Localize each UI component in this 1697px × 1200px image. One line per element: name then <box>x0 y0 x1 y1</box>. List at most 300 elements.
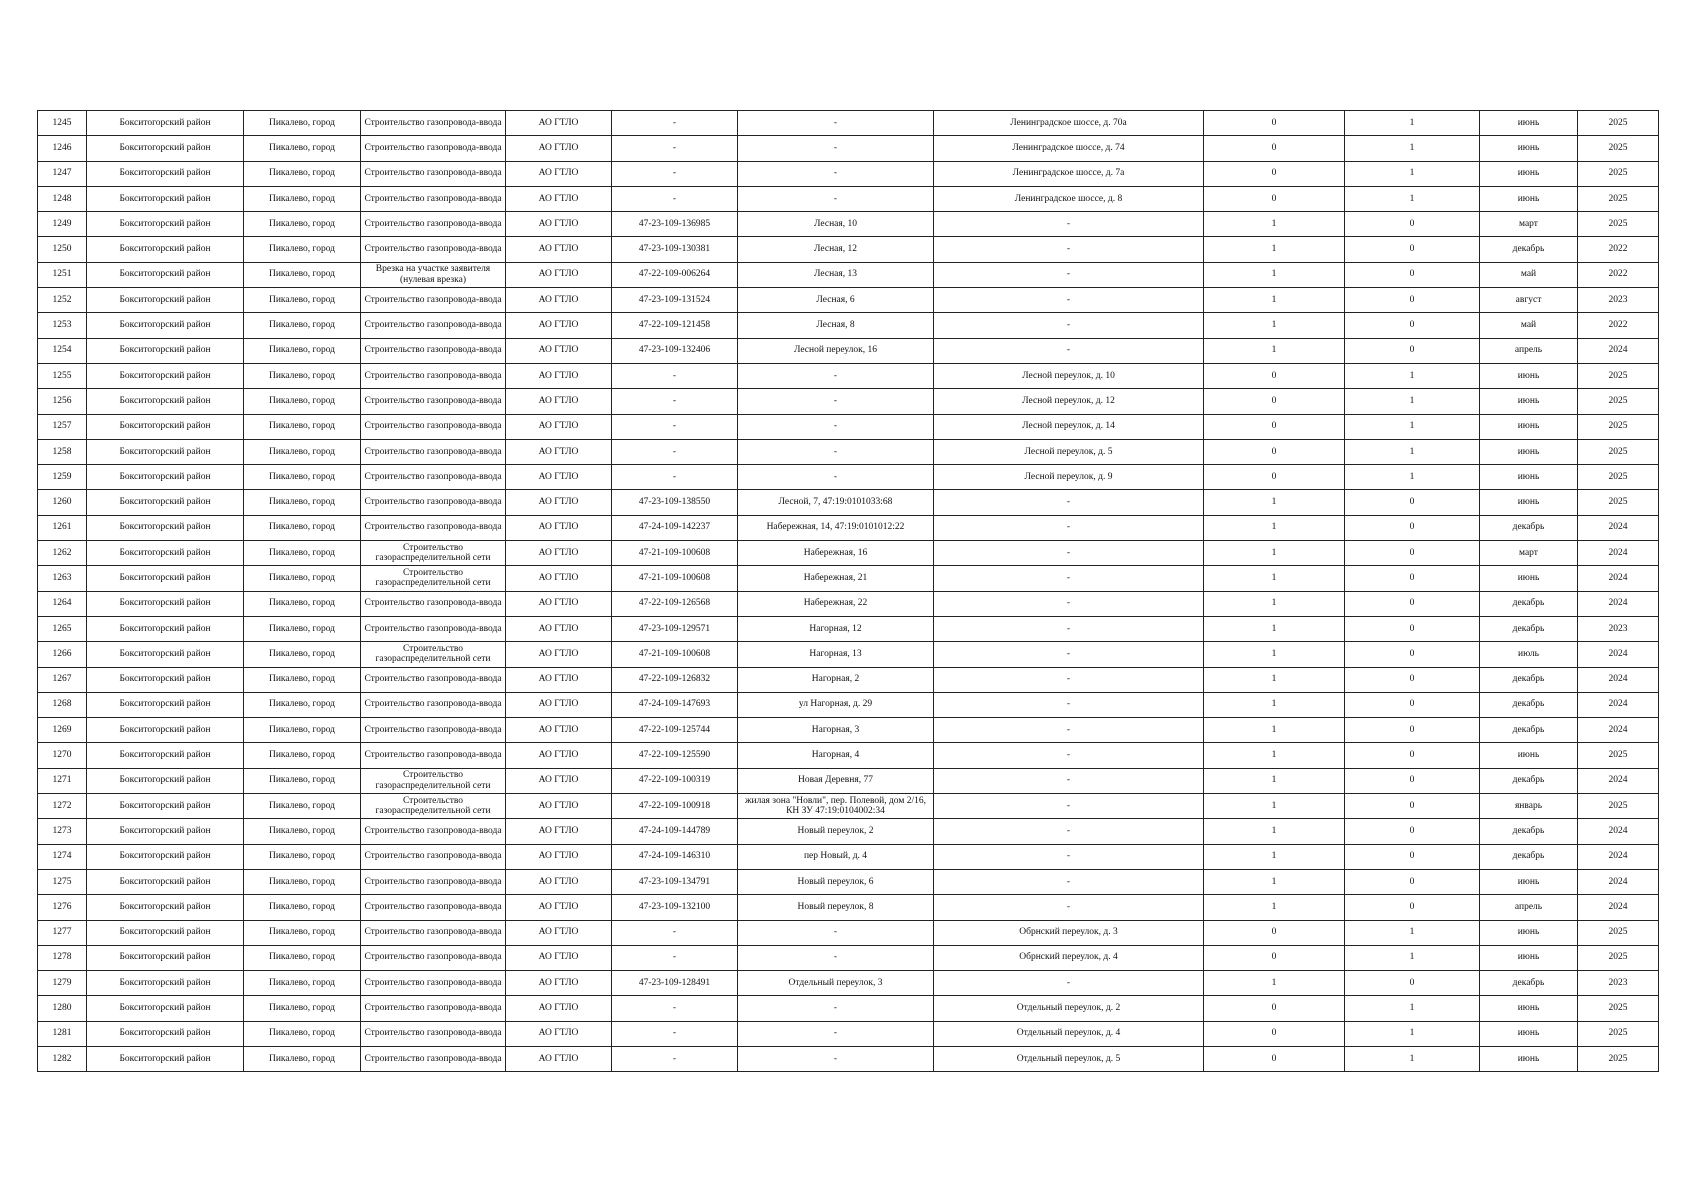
cell-district: Бокситогорский район <box>87 971 244 996</box>
cell-address-planned: - <box>934 541 1204 566</box>
cell-count-a: 0 <box>1204 161 1345 186</box>
cell-address-with-contract: Нагорная, 3 <box>738 718 934 743</box>
cell-district: Бокситогорский район <box>87 616 244 641</box>
table-row <box>38 895 1659 920</box>
table-row <box>38 566 1659 591</box>
cell-count-a: 1 <box>1204 971 1345 996</box>
cell-address-with-contract: Лесная, 13 <box>738 262 934 287</box>
cell-year: 2022 <box>1578 313 1659 338</box>
cell-address-planned: - <box>934 692 1204 717</box>
cell-application-number: 47-22-109-100918 <box>612 794 738 819</box>
cell-settlement: Пикалево, город <box>244 136 361 161</box>
cell-address-with-contract: - <box>738 945 934 970</box>
table-row <box>38 920 1659 945</box>
cell-work-type: Строительство газопровода-ввода <box>361 971 506 996</box>
cell-settlement: Пикалево, город <box>244 541 361 566</box>
cell-application-number: 47-23-109-132100 <box>612 895 738 920</box>
cell-application-number: 47-23-109-132406 <box>612 338 738 363</box>
cell-count-a: 0 <box>1204 186 1345 211</box>
cell-settlement: Пикалево, город <box>244 338 361 363</box>
table-row <box>38 136 1659 161</box>
cell-address-planned: - <box>934 237 1204 262</box>
table-row <box>38 718 1659 743</box>
cell-work-type: Врезка на участке заявителя (нулевая врезка) <box>361 262 506 287</box>
cell-address-planned: - <box>934 515 1204 540</box>
cell-organization: АО ГТЛО <box>506 161 612 186</box>
cell-year: 2025 <box>1578 136 1659 161</box>
cell-organization: АО ГТЛО <box>506 692 612 717</box>
cell-application-number: - <box>612 945 738 970</box>
cell-organization: АО ГТЛО <box>506 262 612 287</box>
cell-address-planned: - <box>934 844 1204 869</box>
cell-organization: АО ГТЛО <box>506 895 612 920</box>
cell-application-number: 47-24-109-142237 <box>612 515 738 540</box>
cell-address-planned: Лесной переулок, д. 9 <box>934 465 1204 490</box>
cell-month: июнь <box>1480 363 1578 388</box>
cell-settlement: Пикалево, город <box>244 439 361 464</box>
cell-district: Бокситогорский район <box>87 136 244 161</box>
cell-settlement: Пикалево, город <box>244 869 361 894</box>
cell-application-number: 47-23-109-134791 <box>612 869 738 894</box>
cell-organization: АО ГТЛО <box>506 819 612 844</box>
cell-month: декабрь <box>1480 667 1578 692</box>
cell-organization: АО ГТЛО <box>506 288 612 313</box>
cell-settlement: Пикалево, город <box>244 718 361 743</box>
cell-address-with-contract: - <box>738 161 934 186</box>
cell-address-with-contract: - <box>738 920 934 945</box>
cell-district: Бокситогорский район <box>87 465 244 490</box>
cell-district: Бокситогорский район <box>87 237 244 262</box>
cell-settlement: Пикалево, город <box>244 794 361 819</box>
cell-address-planned: - <box>934 490 1204 515</box>
cell-work-type: Строительство газопровода-ввода <box>361 338 506 363</box>
cell-month: декабрь <box>1480 971 1578 996</box>
cell-address-with-contract: Лесной, 7, 47:19:0101033:68 <box>738 490 934 515</box>
cell-address-planned: - <box>934 642 1204 667</box>
cell-row-number: 1277 <box>38 920 87 945</box>
cell-count-a: 1 <box>1204 262 1345 287</box>
table-row <box>38 465 1659 490</box>
cell-settlement: Пикалево, город <box>244 945 361 970</box>
cell-work-type: Строительство газопровода-ввода <box>361 819 506 844</box>
cell-district: Бокситогорский район <box>87 186 244 211</box>
cell-count-a: 1 <box>1204 338 1345 363</box>
cell-count-b: 0 <box>1345 616 1480 641</box>
cell-district: Бокситогорский район <box>87 313 244 338</box>
cell-count-a: 1 <box>1204 288 1345 313</box>
cell-row-number: 1256 <box>38 389 87 414</box>
cell-settlement: Пикалево, город <box>244 389 361 414</box>
cell-organization: АО ГТЛО <box>506 667 612 692</box>
cell-address-with-contract: - <box>738 363 934 388</box>
cell-count-b: 1 <box>1345 920 1480 945</box>
cell-application-number: 47-21-109-100608 <box>612 642 738 667</box>
cell-address-planned: - <box>934 288 1204 313</box>
cell-count-a: 1 <box>1204 566 1345 591</box>
cell-count-b: 0 <box>1345 794 1480 819</box>
cell-month: июнь <box>1480 869 1578 894</box>
cell-address-with-contract: Новый переулок, 6 <box>738 869 934 894</box>
cell-year: 2025 <box>1578 945 1659 970</box>
cell-organization: АО ГТЛО <box>506 1021 612 1046</box>
cell-district: Бокситогорский район <box>87 819 244 844</box>
cell-month: июнь <box>1480 389 1578 414</box>
cell-count-a: 1 <box>1204 743 1345 768</box>
cell-settlement: Пикалево, город <box>244 1046 361 1071</box>
cell-application-number: - <box>612 1046 738 1071</box>
cell-row-number: 1247 <box>38 161 87 186</box>
cell-work-type: Строительство газопровода-ввода <box>361 212 506 237</box>
cell-month: декабрь <box>1480 515 1578 540</box>
cell-address-planned: Лесной переулок, д. 12 <box>934 389 1204 414</box>
cell-district: Бокситогорский район <box>87 490 244 515</box>
cell-organization: АО ГТЛО <box>506 414 612 439</box>
cell-year: 2025 <box>1578 389 1659 414</box>
cell-row-number: 1273 <box>38 819 87 844</box>
cell-count-b: 1 <box>1345 1046 1480 1071</box>
cell-organization: АО ГТЛО <box>506 186 612 211</box>
cell-district: Бокситогорский район <box>87 262 244 287</box>
cell-count-a: 1 <box>1204 212 1345 237</box>
cell-count-b: 0 <box>1345 895 1480 920</box>
cell-row-number: 1272 <box>38 794 87 819</box>
cell-month: июнь <box>1480 1046 1578 1071</box>
cell-count-a: 0 <box>1204 920 1345 945</box>
table-row <box>38 262 1659 287</box>
cell-work-type: Строительство газопровода-ввода <box>361 591 506 616</box>
cell-district: Бокситогорский район <box>87 111 244 136</box>
cell-work-type: Строительство газопровода-ввода <box>361 288 506 313</box>
cell-address-planned: - <box>934 869 1204 894</box>
cell-address-with-contract: Набережная, 22 <box>738 591 934 616</box>
cell-organization: АО ГТЛО <box>506 616 612 641</box>
cell-district: Бокситогорский район <box>87 895 244 920</box>
cell-address-with-contract: Лесная, 6 <box>738 288 934 313</box>
cell-application-number: 47-21-109-100608 <box>612 541 738 566</box>
cell-settlement: Пикалево, город <box>244 591 361 616</box>
cell-row-number: 1269 <box>38 718 87 743</box>
cell-count-a: 1 <box>1204 794 1345 819</box>
cell-settlement: Пикалево, город <box>244 465 361 490</box>
cell-application-number: 47-23-109-129571 <box>612 616 738 641</box>
cell-application-number: 47-21-109-100608 <box>612 566 738 591</box>
table-row <box>38 161 1659 186</box>
cell-address-planned: Отдельный переулок, д. 4 <box>934 1021 1204 1046</box>
cell-organization: АО ГТЛО <box>506 541 612 566</box>
cell-address-planned: - <box>934 895 1204 920</box>
cell-district: Бокситогорский район <box>87 591 244 616</box>
table-row <box>38 490 1659 515</box>
cell-work-type: Строительство газопровода-ввода <box>361 465 506 490</box>
table-row <box>38 414 1659 439</box>
cell-application-number: - <box>612 363 738 388</box>
cell-organization: АО ГТЛО <box>506 237 612 262</box>
table-row <box>38 667 1659 692</box>
cell-application-number: 47-24-109-146310 <box>612 844 738 869</box>
cell-count-a: 0 <box>1204 945 1345 970</box>
cell-row-number: 1275 <box>38 869 87 894</box>
cell-district: Бокситогорский район <box>87 692 244 717</box>
cell-settlement: Пикалево, город <box>244 515 361 540</box>
cell-count-a: 0 <box>1204 414 1345 439</box>
cell-district: Бокситогорский район <box>87 642 244 667</box>
cell-organization: АО ГТЛО <box>506 768 612 793</box>
cell-work-type: Строительство газопровода-ввода <box>361 692 506 717</box>
cell-count-b: 1 <box>1345 439 1480 464</box>
cell-count-b: 1 <box>1345 136 1480 161</box>
cell-count-b: 0 <box>1345 338 1480 363</box>
cell-month: август <box>1480 288 1578 313</box>
cell-application-number: 47-24-109-144789 <box>612 819 738 844</box>
cell-count-b: 1 <box>1345 161 1480 186</box>
cell-count-b: 1 <box>1345 996 1480 1021</box>
cell-district: Бокситогорский район <box>87 212 244 237</box>
cell-year: 2024 <box>1578 819 1659 844</box>
cell-year: 2024 <box>1578 718 1659 743</box>
cell-work-type: Строительство газопровода-ввода <box>361 515 506 540</box>
cell-month: март <box>1480 212 1578 237</box>
cell-count-b: 1 <box>1345 1021 1480 1046</box>
cell-organization: АО ГТЛО <box>506 642 612 667</box>
cell-count-b: 0 <box>1345 541 1480 566</box>
table-row <box>38 111 1659 136</box>
cell-address-planned: - <box>934 819 1204 844</box>
cell-organization: АО ГТЛО <box>506 313 612 338</box>
cell-count-b: 0 <box>1345 844 1480 869</box>
cell-row-number: 1270 <box>38 743 87 768</box>
cell-count-a: 1 <box>1204 642 1345 667</box>
cell-year: 2025 <box>1578 794 1659 819</box>
cell-month: июнь <box>1480 111 1578 136</box>
table-row <box>38 616 1659 641</box>
cell-count-a: 0 <box>1204 439 1345 464</box>
table-row <box>38 591 1659 616</box>
cell-organization: АО ГТЛО <box>506 591 612 616</box>
cell-settlement: Пикалево, город <box>244 313 361 338</box>
cell-application-number: - <box>612 111 738 136</box>
cell-month: декабрь <box>1480 237 1578 262</box>
cell-address-with-contract: - <box>738 439 934 464</box>
cell-month: декабрь <box>1480 692 1578 717</box>
cell-application-number: 47-23-109-128491 <box>612 971 738 996</box>
cell-count-b: 1 <box>1345 465 1480 490</box>
cell-count-a: 1 <box>1204 869 1345 894</box>
cell-application-number: 47-24-109-147693 <box>612 692 738 717</box>
cell-district: Бокситогорский район <box>87 794 244 819</box>
cell-district: Бокситогорский район <box>87 1046 244 1071</box>
cell-settlement: Пикалево, город <box>244 642 361 667</box>
cell-year: 2025 <box>1578 490 1659 515</box>
cell-organization: АО ГТЛО <box>506 869 612 894</box>
cell-year: 2025 <box>1578 212 1659 237</box>
cell-month: июнь <box>1480 465 1578 490</box>
cell-address-with-contract: - <box>738 996 934 1021</box>
cell-address-planned: - <box>934 262 1204 287</box>
cell-work-type: Строительство газопровода-ввода <box>361 414 506 439</box>
cell-count-a: 1 <box>1204 616 1345 641</box>
cell-row-number: 1253 <box>38 313 87 338</box>
cell-work-type: Строительство газопровода-ввода <box>361 920 506 945</box>
cell-district: Бокситогорский район <box>87 363 244 388</box>
cell-count-a: 1 <box>1204 515 1345 540</box>
cell-month: июнь <box>1480 414 1578 439</box>
cell-address-planned: Обрнский переулок, д. 3 <box>934 920 1204 945</box>
cell-year: 2025 <box>1578 161 1659 186</box>
cell-row-number: 1250 <box>38 237 87 262</box>
cell-address-planned: Отдельный переулок, д. 2 <box>934 996 1204 1021</box>
cell-year: 2025 <box>1578 439 1659 464</box>
cell-work-type: Строительство газопровода-ввода <box>361 363 506 388</box>
cell-address-planned: - <box>934 718 1204 743</box>
cell-address-planned: - <box>934 768 1204 793</box>
cell-district: Бокситогорский район <box>87 844 244 869</box>
cell-organization: АО ГТЛО <box>506 212 612 237</box>
cell-row-number: 1276 <box>38 895 87 920</box>
cell-application-number: - <box>612 439 738 464</box>
cell-district: Бокситогорский район <box>87 718 244 743</box>
cell-organization: АО ГТЛО <box>506 465 612 490</box>
cell-address-with-contract: Отдельный переулок, 3 <box>738 971 934 996</box>
cell-month: июнь <box>1480 996 1578 1021</box>
cell-count-b: 0 <box>1345 768 1480 793</box>
cell-month: июнь <box>1480 566 1578 591</box>
cell-settlement: Пикалево, город <box>244 262 361 287</box>
cell-settlement: Пикалево, город <box>244 819 361 844</box>
cell-year: 2024 <box>1578 566 1659 591</box>
cell-work-type: Строительство газораспределительной сети <box>361 566 506 591</box>
cell-organization: АО ГТЛО <box>506 945 612 970</box>
cell-count-b: 1 <box>1345 186 1480 211</box>
cell-year: 2025 <box>1578 186 1659 211</box>
table-row <box>38 389 1659 414</box>
cell-district: Бокситогорский район <box>87 389 244 414</box>
cell-row-number: 1257 <box>38 414 87 439</box>
cell-settlement: Пикалево, город <box>244 566 361 591</box>
cell-count-b: 1 <box>1345 389 1480 414</box>
cell-settlement: Пикалево, город <box>244 414 361 439</box>
cell-month: май <box>1480 313 1578 338</box>
cell-count-b: 0 <box>1345 869 1480 894</box>
cell-application-number: 47-22-109-126568 <box>612 591 738 616</box>
cell-address-with-contract: - <box>738 186 934 211</box>
cell-work-type: Строительство газораспределительной сети <box>361 642 506 667</box>
cell-settlement: Пикалево, город <box>244 920 361 945</box>
cell-organization: АО ГТЛО <box>506 1046 612 1071</box>
cell-settlement: Пикалево, город <box>244 616 361 641</box>
cell-work-type: Строительство газопровода-ввода <box>361 161 506 186</box>
cell-row-number: 1259 <box>38 465 87 490</box>
cell-settlement: Пикалево, город <box>244 237 361 262</box>
cell-address-planned: - <box>934 971 1204 996</box>
table-row <box>38 794 1659 819</box>
cell-address-with-contract: Лесная, 8 <box>738 313 934 338</box>
cell-count-a: 0 <box>1204 363 1345 388</box>
cell-application-number: - <box>612 136 738 161</box>
cell-organization: АО ГТЛО <box>506 490 612 515</box>
cell-work-type: Строительство газопровода-ввода <box>361 869 506 894</box>
cell-row-number: 1264 <box>38 591 87 616</box>
cell-count-a: 0 <box>1204 1021 1345 1046</box>
table-row <box>38 971 1659 996</box>
cell-work-type: Строительство газораспределительной сети <box>361 794 506 819</box>
cell-row-number: 1246 <box>38 136 87 161</box>
table-row <box>38 642 1659 667</box>
cell-address-with-contract: Набережная, 16 <box>738 541 934 566</box>
cell-district: Бокситогорский район <box>87 945 244 970</box>
cell-address-with-contract: пер Новый, д. 4 <box>738 844 934 869</box>
cell-count-b: 0 <box>1345 591 1480 616</box>
cell-year: 2025 <box>1578 363 1659 388</box>
cell-month: июнь <box>1480 490 1578 515</box>
cell-month: декабрь <box>1480 819 1578 844</box>
cell-year: 2024 <box>1578 541 1659 566</box>
cell-address-planned: - <box>934 743 1204 768</box>
cell-address-planned: Ленинградское шоссе, д. 7а <box>934 161 1204 186</box>
cell-application-number: 47-22-109-006264 <box>612 262 738 287</box>
cell-address-with-contract: Новый переулок, 8 <box>738 895 934 920</box>
cell-month: декабрь <box>1480 768 1578 793</box>
cell-count-b: 0 <box>1345 692 1480 717</box>
table-row <box>38 1046 1659 1071</box>
cell-work-type: Строительство газопровода-ввода <box>361 389 506 414</box>
cell-count-b: 0 <box>1345 819 1480 844</box>
cell-application-number: 47-22-109-121458 <box>612 313 738 338</box>
cell-count-b: 0 <box>1345 288 1480 313</box>
cell-address-planned: Обрнский переулок, д. 4 <box>934 945 1204 970</box>
cell-month: июнь <box>1480 186 1578 211</box>
cell-year: 2025 <box>1578 920 1659 945</box>
cell-work-type: Строительство газопровода-ввода <box>361 844 506 869</box>
cell-organization: АО ГТЛО <box>506 794 612 819</box>
cell-settlement: Пикалево, город <box>244 971 361 996</box>
cell-work-type: Строительство газопровода-ввода <box>361 945 506 970</box>
cell-year: 2024 <box>1578 667 1659 692</box>
cell-address-with-contract: - <box>738 389 934 414</box>
cell-district: Бокситогорский район <box>87 515 244 540</box>
cell-row-number: 1248 <box>38 186 87 211</box>
cell-count-a: 0 <box>1204 111 1345 136</box>
cell-address-with-contract: Нагорная, 4 <box>738 743 934 768</box>
cell-count-b: 0 <box>1345 313 1480 338</box>
cell-year: 2022 <box>1578 237 1659 262</box>
cell-row-number: 1249 <box>38 212 87 237</box>
cell-year: 2023 <box>1578 288 1659 313</box>
cell-count-a: 1 <box>1204 237 1345 262</box>
cell-address-with-contract: - <box>738 136 934 161</box>
cell-address-planned: - <box>934 313 1204 338</box>
cell-district: Бокситогорский район <box>87 996 244 1021</box>
table-row <box>38 186 1659 211</box>
cell-work-type: Строительство газопровода-ввода <box>361 616 506 641</box>
cell-application-number: - <box>612 1021 738 1046</box>
cell-organization: АО ГТЛО <box>506 338 612 363</box>
cell-district: Бокситогорский район <box>87 288 244 313</box>
cell-row-number: 1263 <box>38 566 87 591</box>
cell-count-b: 0 <box>1345 971 1480 996</box>
cell-organization: АО ГТЛО <box>506 996 612 1021</box>
cell-month: декабрь <box>1480 616 1578 641</box>
cell-address-with-contract: Нагорная, 13 <box>738 642 934 667</box>
cell-year: 2024 <box>1578 515 1659 540</box>
cell-month: май <box>1480 262 1578 287</box>
cell-count-a: 1 <box>1204 692 1345 717</box>
cell-organization: АО ГТЛО <box>506 515 612 540</box>
cell-settlement: Пикалево, город <box>244 895 361 920</box>
table-row <box>38 743 1659 768</box>
cell-count-a: 0 <box>1204 996 1345 1021</box>
cell-row-number: 1281 <box>38 1021 87 1046</box>
cell-address-planned: Ленинградское шоссе, д. 8 <box>934 186 1204 211</box>
